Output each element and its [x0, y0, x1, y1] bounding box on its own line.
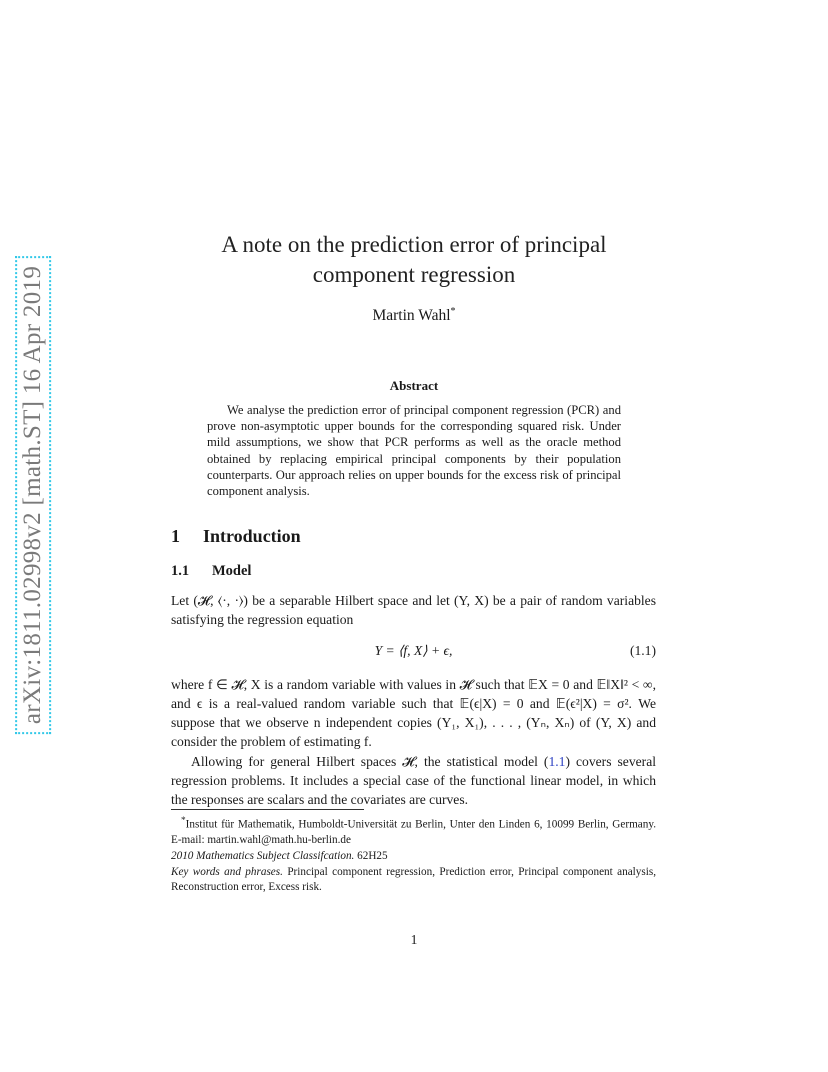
- footnote-mark: *: [181, 816, 186, 826]
- subsection-title: Model: [212, 563, 252, 579]
- subsection-number: 1.1: [171, 563, 190, 579]
- footnote-rule: [171, 809, 364, 810]
- section-number: 1: [171, 526, 180, 546]
- equation-label: (1.1): [629, 643, 656, 658]
- paragraph-3-start: Allowing for general Hilbert spaces 𝓗, the statistical model (: [191, 754, 549, 769]
- equation-formula: Y = ⟨f, X⟩ + ϵ,: [374, 643, 453, 658]
- footnote-affiliation: [171, 814, 656, 849]
- paragraph-1: Let (𝓗, ⟨·, ·⟩) be a separable Hilbert space and let (Y, X) be a pair of random variables satisfying the regression equation: [171, 593, 656, 627]
- title-line-1: A note on the prediction error of principal: [221, 232, 607, 257]
- author-footnote-mark: *: [450, 306, 456, 317]
- abstract-heading: Abstract: [389, 378, 439, 393]
- paragraph-2: where f ∈ 𝓗, X is a random variable with values in 𝓗 such that 𝔼X = 0 and 𝔼‖X‖² < ∞, and ϵ is a real-valued random variable such that 𝔼(ϵ|X) = 0 and 𝔼(ϵ²|X) = σ². We suppose that we observe n independent copies (Y₁, X₁), . . . , (Yₙ, Xₙ) of (Y, X) and consider the problem of estimating f.: [171, 677, 656, 749]
- paragraph-3: [171, 752, 656, 809]
- subsection-heading: [171, 563, 251, 580]
- footnote-msc: [171, 849, 656, 865]
- affiliation-text: Institut für Mathematik, Humboldt-Universität zu Berlin, Unter den Linden 6, 10099 Berlin, Germany. E-mail: martin.wahl@math.hu-berlin.de: [171, 818, 656, 847]
- msc-value: 62H25: [357, 849, 388, 862]
- footnotes: [171, 814, 656, 896]
- keywords-label: Key words and phrases.: [171, 865, 283, 878]
- equation-reference-link[interactable]: 1.1: [548, 754, 566, 769]
- keywords-value: Principal component regression, Prediction error, Principal component analysis, Reconstruction error, Excess risk.: [171, 865, 656, 894]
- section-heading: [171, 526, 301, 547]
- paragraph-3-end: ) covers several regression problems. It includes a special case of the functional linear model, in which the responses are scalars and the covariates are curves.: [171, 754, 657, 807]
- msc-label: 2010 Mathematics Subject Classifcation.: [171, 849, 355, 862]
- footnote-keywords: [171, 865, 656, 896]
- arxiv-stamp-text: arXiv:1811.02998v2 [math.ST] 16 Apr 2019: [15, 256, 51, 734]
- abstract-body: We analyse the prediction error of principal component regression (PCR) and prove non-asymptotic upper bounds for the corresponding squared risk. Under mild assumptions, we show that PCR performs as well as the oracle method obtained by replacing empirical principal components by their population counterparts. Our approach relies on upper bounds for the excess risk of principal component analysis.: [207, 403, 621, 499]
- page-number: 1: [410, 932, 418, 947]
- author-name: Martin Wahl: [372, 307, 451, 325]
- paper-title: [0, 230, 828, 290]
- title-line-2: component regression: [312, 262, 516, 287]
- section-title: Introduction: [203, 526, 301, 546]
- author: [0, 306, 828, 325]
